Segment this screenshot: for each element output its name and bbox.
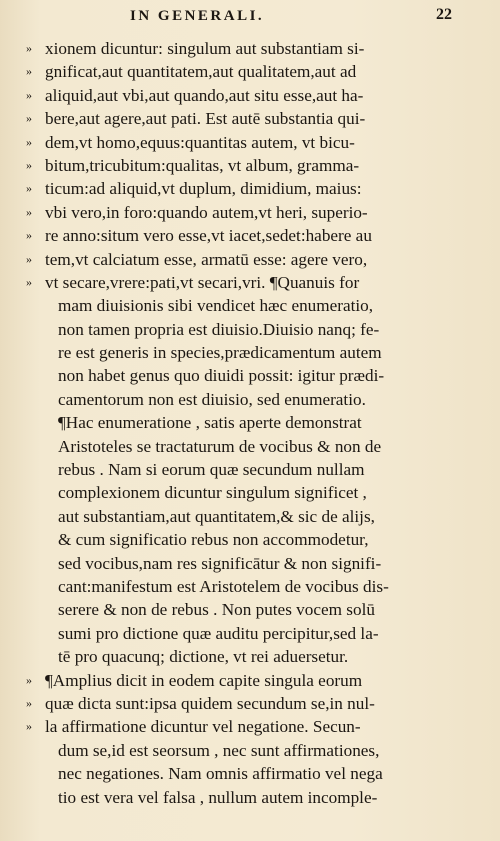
text-line <box>0 458 500 481</box>
text-line <box>0 622 500 645</box>
quotation-marker: » <box>26 64 31 79</box>
quotation-marker: » <box>26 181 31 196</box>
text-block <box>0 37 500 809</box>
quotation-marker: » <box>26 134 31 149</box>
quotation-marker: » <box>26 41 31 55</box>
text-line <box>0 154 500 177</box>
line-text: quæ dicta sunt:ipsa quidem secundum se,in nul- <box>45 693 375 713</box>
line-text: non tamen propria est diuisio.Diuisio nanq; fe- <box>58 319 380 339</box>
text-line <box>0 762 500 785</box>
line-text: tio est vera vel falsa , nullum autem incomple- <box>58 787 378 807</box>
running-head: IN GENERALI. <box>130 8 265 24</box>
text-line <box>0 131 500 154</box>
text-line <box>0 37 500 60</box>
line-text: cant:manifestum est Aristotelem de vocibus dis- <box>58 576 389 596</box>
line-text: vt secare,vrere:pati,vt secari,vri. ¶Quanuis for <box>45 272 360 292</box>
quotation-marker: » <box>26 87 31 102</box>
line-text: aut substantiam,aut quantitatem,& sic de alijs, <box>58 506 375 526</box>
quotation-marker: » <box>26 228 31 243</box>
text-line <box>0 224 500 247</box>
text-line <box>0 669 500 692</box>
text-line <box>0 341 500 364</box>
line-text: sed vocibus,nam res significātur & non signifi- <box>58 553 382 573</box>
line-text: vbi vero,in foro:quando autem,vt heri, superio- <box>45 202 368 222</box>
line-text: tem,vt calciatum esse, armatū esse: agere vero, <box>45 249 368 269</box>
line-text: bere,aut agere,aut pati. Est autē substantia qui- <box>45 109 366 129</box>
text-line <box>0 271 500 294</box>
quotation-marker: » <box>26 672 31 687</box>
line-text: serere & non de rebus . Non putes vocem solū <box>58 600 375 620</box>
line-text: camentorum non est diuisio, sed enumeratio. <box>58 389 366 409</box>
text-line <box>0 364 500 387</box>
line-text: non habet genus quo diuidi possit: igitur prædi- <box>58 366 385 386</box>
line-text: ticum:ad aliquid,vt duplum, dimidium, maius: <box>45 179 362 199</box>
text-line <box>0 575 500 598</box>
text-line <box>0 481 500 504</box>
text-line <box>0 645 500 668</box>
line-text: re est generis in species,prædicamentum autem <box>58 343 382 363</box>
line-text: & cum significatio rebus non accommodetur, <box>58 530 369 550</box>
text-line <box>0 528 500 551</box>
line-text: sumi pro dictione quæ auditu percipitur,sed la- <box>58 623 379 643</box>
line-text: ¶Hac enumeratione , satis aperte demonstrat <box>58 413 362 433</box>
line-text: rebus . Nam si eorum quæ secundum nullam <box>58 460 365 480</box>
text-line <box>0 177 500 200</box>
line-text: Aristoteles se tractaturum de vocibus & non de <box>58 436 382 456</box>
text-line <box>0 739 500 762</box>
quotation-marker: » <box>26 695 31 710</box>
line-text: dem,vt homo,equus:quantitas autem, vt bicu- <box>45 132 355 152</box>
text-line <box>0 107 500 130</box>
line-text: mam diuisionis sibi vendicet hæc enumeratio, <box>58 296 374 316</box>
text-line <box>0 786 500 809</box>
text-line <box>0 598 500 621</box>
line-text: dum se,id est seorsum , nec sunt affirmationes, <box>58 740 380 760</box>
text-line <box>0 715 500 738</box>
line-text: re anno:situm vero esse,vt iacet,sedet:habere au <box>45 226 372 246</box>
line-text: aliquid,aut vbi,aut quando,aut situ esse,aut ha- <box>45 85 364 105</box>
quotation-marker: » <box>26 719 31 734</box>
quotation-marker: » <box>26 204 31 219</box>
line-text: bitum,tricubitum:qualitas, vt album, gramma- <box>45 155 360 175</box>
text-line <box>0 201 500 224</box>
text-line <box>0 84 500 107</box>
line-text: complexionem dicuntur singulum significet , <box>58 483 367 503</box>
text-line <box>0 248 500 271</box>
text-line <box>0 692 500 715</box>
text-line <box>0 388 500 411</box>
text-line <box>0 505 500 528</box>
line-text: nec negationes. Nam omnis affirmatio vel nega <box>58 764 383 784</box>
quotation-marker: » <box>26 111 31 126</box>
line-text: ¶Amplius dicit in eodem capite singula eorum <box>45 670 363 690</box>
page-number: 22 <box>436 6 452 23</box>
text-line <box>0 294 500 317</box>
quotation-marker: » <box>26 157 31 172</box>
line-text: tē pro quacunq; dictione, vt rei aduersetur. <box>58 647 349 667</box>
line-text: xionem dicuntur: singulum aut substantiam si- <box>45 39 365 58</box>
text-line <box>0 60 500 83</box>
quotation-marker: » <box>26 274 31 289</box>
text-line <box>0 411 500 434</box>
text-line <box>0 318 500 341</box>
text-line <box>0 552 500 575</box>
quotation-marker: » <box>26 251 31 266</box>
text-line <box>0 435 500 458</box>
line-text: la affirmatione dicuntur vel negatione. Secun- <box>45 717 361 737</box>
line-text: gnificat,aut quantitatem,aut qualitatem,aut ad <box>45 62 357 82</box>
